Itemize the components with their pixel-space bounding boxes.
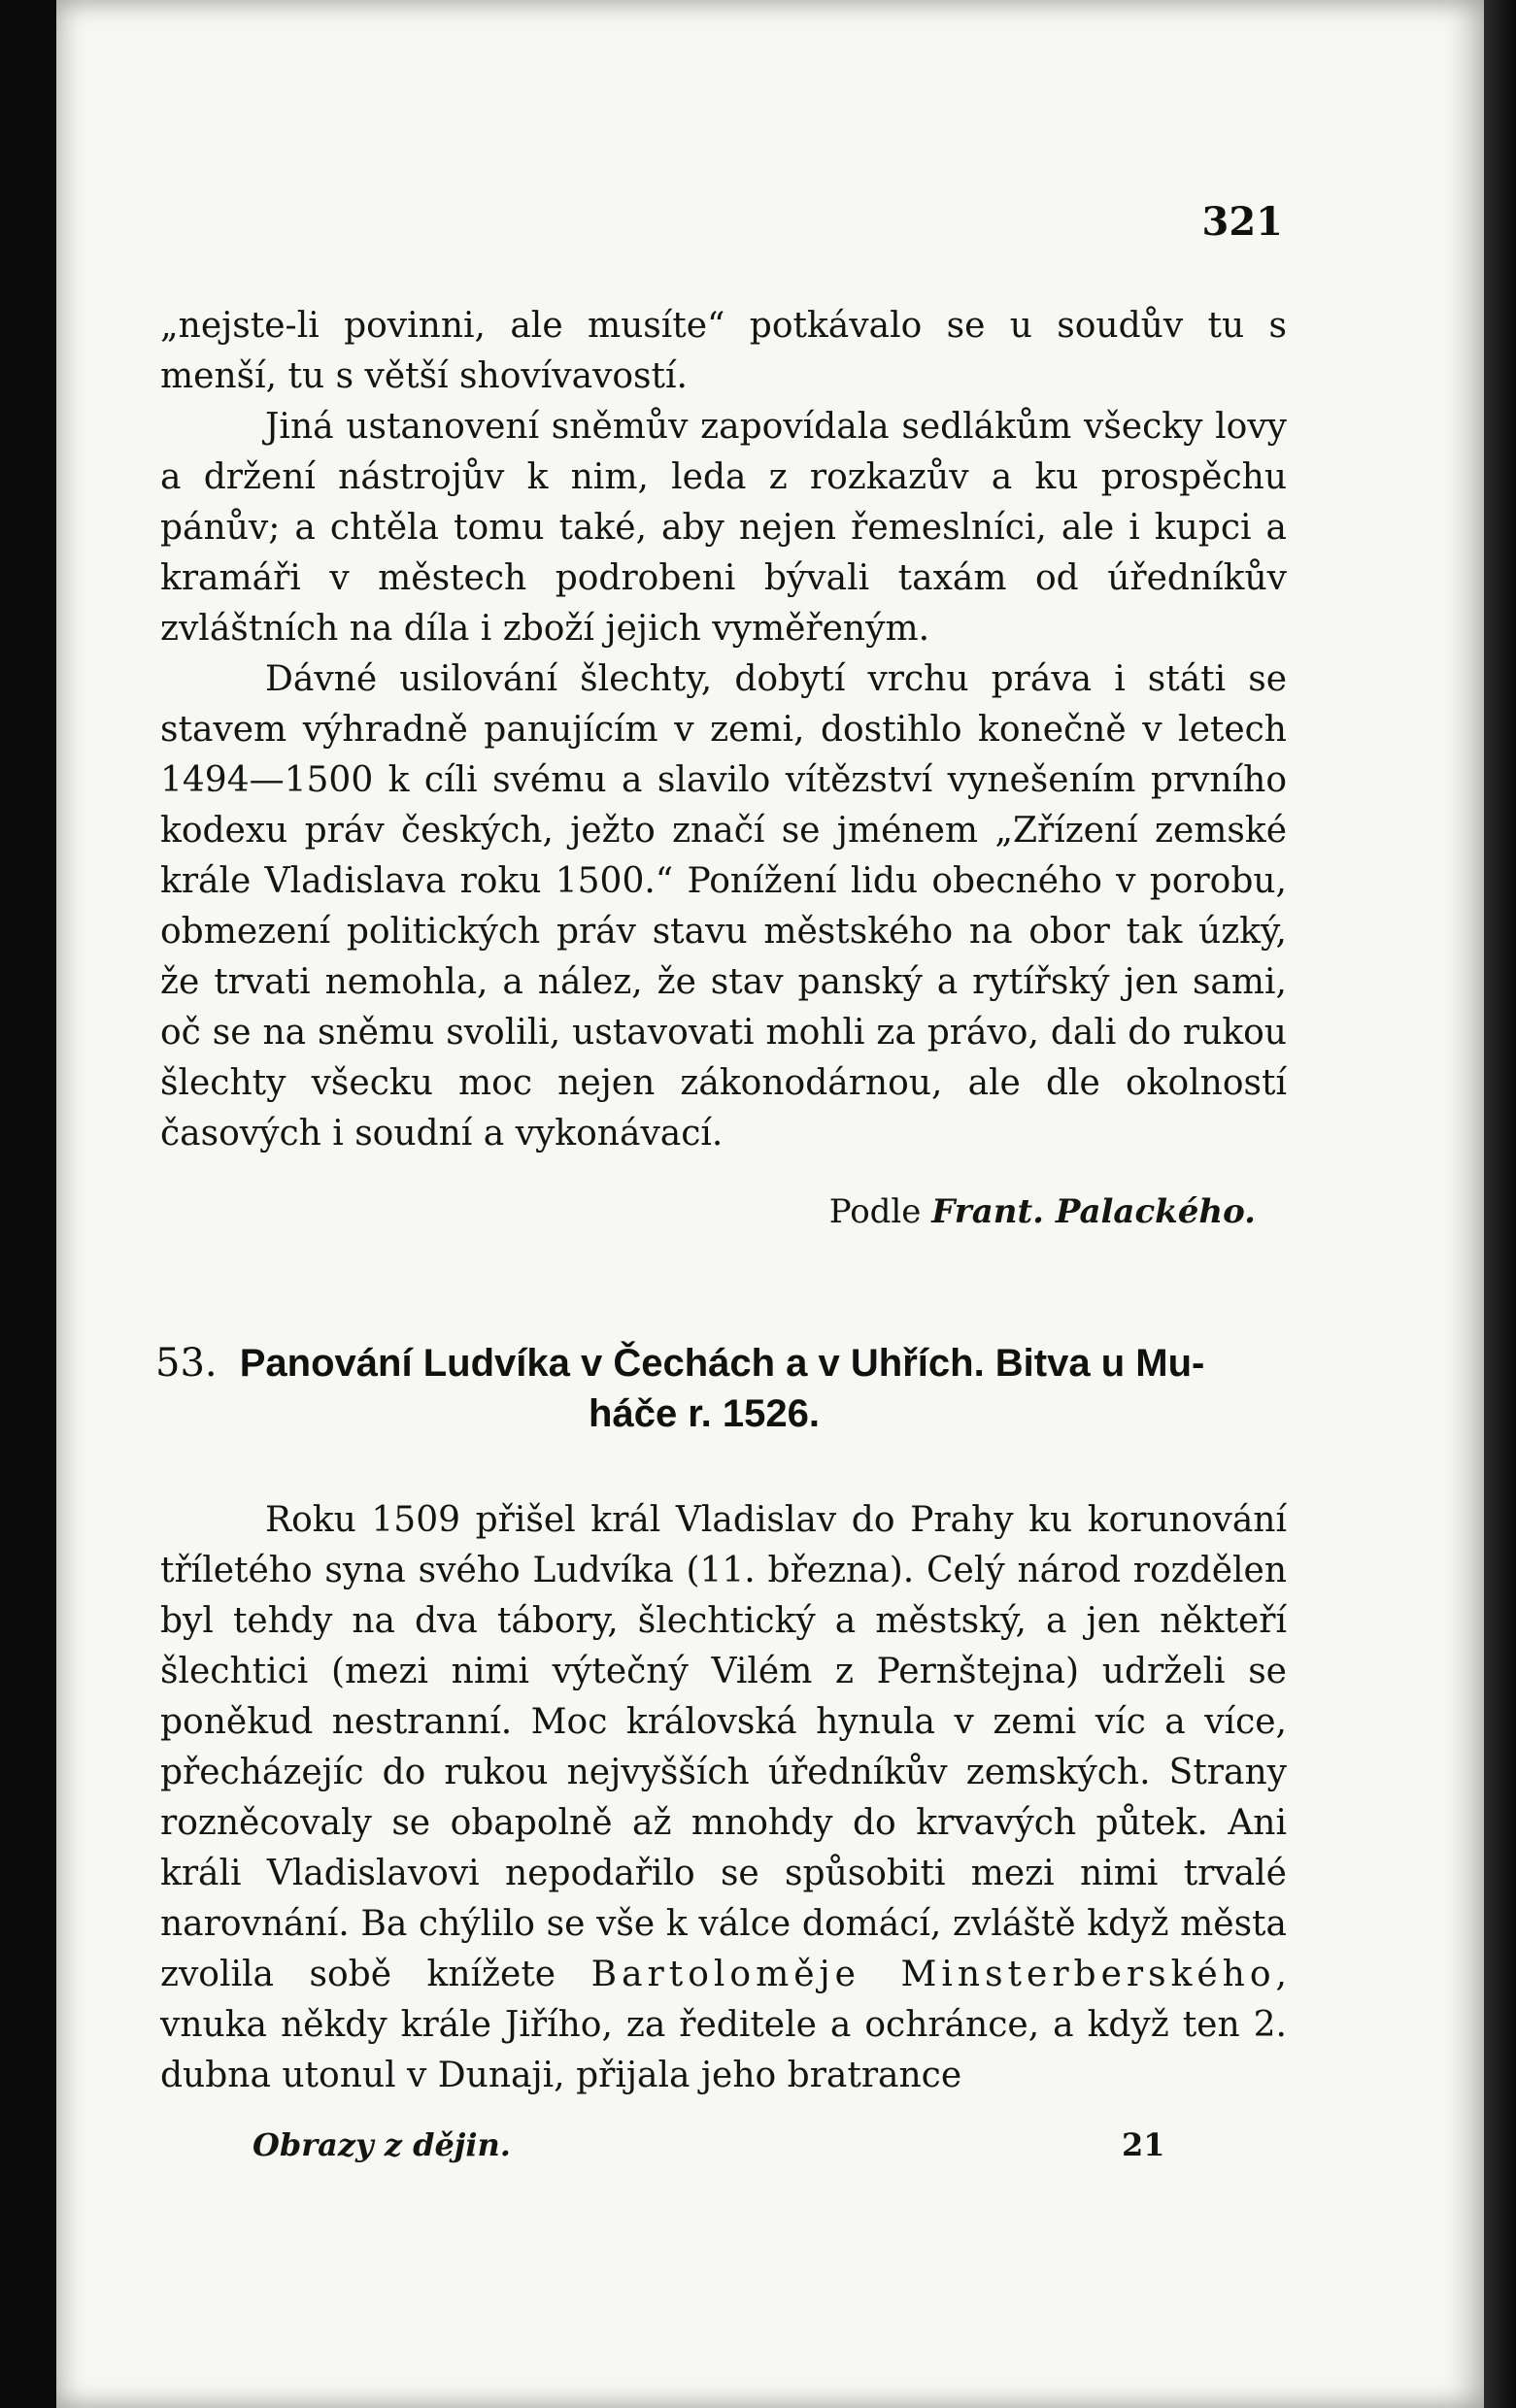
text-block-lower [160,1495,1287,2101]
paragraph-4-continuation: , vnuka někdy krále Jiřího, za ředitele a ochránce, a když ten 2. dubna utonul v Dunaji, přijala jeho bratrance [160,1955,1287,2095]
paragraph-3: Dávné usilování šlechty, dobytí vrchu práva i státi se stavem výhradně panujícím v zemi, dostihlo konečně v letech 1494—1500 k cíli svému a slavilo vítězství vynešením prvního kodexu práv českých, ježto značí se jménem „Zřízení zemské krále Vladislava roku 1500.“ Ponížení lidu obecného v porobu, obmezení politických práv stavu městského na obor tak úzký, že trvati nemohla, a nález, že stav panský a rytířský jen sami, oč se na sněmu svolili, ustavovati mohli za právo, dali do rukou šlechty všecku moc nejen zákonodárnou, ale dle okolností časových i soudní a vykonávací. [160,659,1287,1154]
footer-signature: 21 [1122,2126,1165,2163]
paragraph-2: Jiná ustanovení sněmův zapovídala sedlákům všecky lovy a držení nástrojův k nim, leda z rozkazův a ku prospěchu pánův; a chtěla tomu také, aby nejen řemeslníci, ale i kupci a kramáři v městech podrobeni bývali taxám od úředníkův zvláštních na díla i zboží jejich vyměřeným. [160,407,1287,649]
chapter-title-line1: Panování Ludvíka v Čechách a v Uhřích. Bitva u Mu- [239,1342,1205,1385]
attribution-author: Frant. Palackého. [931,1192,1256,1231]
paragraph-4 [160,1495,1287,2101]
chapter-heading [155,1338,1292,1439]
chapter-title-line2: háče r. 1526. [589,1392,820,1435]
paragraph-1: „nejste-li povinni, ale musíte“ potkávalo se u soudův tu s menší, tu s větší shovívavostí. [160,306,1287,396]
attribution-prefix: Podle [828,1192,922,1231]
page-number: 321 [1201,199,1283,245]
paragraph-4-text: Roku 1509 přišel král Vladislav do Prahy ku korunování tříletého syna svého Ludvíka (11. března). Celý národ rozdělen byl tehdy na dva tábory, šlechtický a městský, a jen někteří šlechtici (mezi nimi výtečný Vilém z Pernštejna) udrželi se poněkud nestranní. Moc královská hynula v zemi víc a více, přecházejíc do rukou nejvyšších úředníkův zemských. Strany rozněcovaly se obapolně až mnohdy do krvavých půtek. Ani králi Vladislavovi nepodařilo se spůsobiti mezi nimi trvalé narovnání. Ba chýlilo se vše k válce domácí, zvláště když města zvolila sobě knížete [160,1500,1287,1994]
footer-book-title: Obrazy z dějin. [253,2126,511,2163]
book-edge-shadow [1484,0,1516,2408]
spaced-name: Bartoloměje Minsterberského [590,1955,1276,1994]
source-attribution [829,1192,1256,1231]
text-block-upper [160,301,1287,1159]
chapter-number: 53. [155,1341,218,1386]
